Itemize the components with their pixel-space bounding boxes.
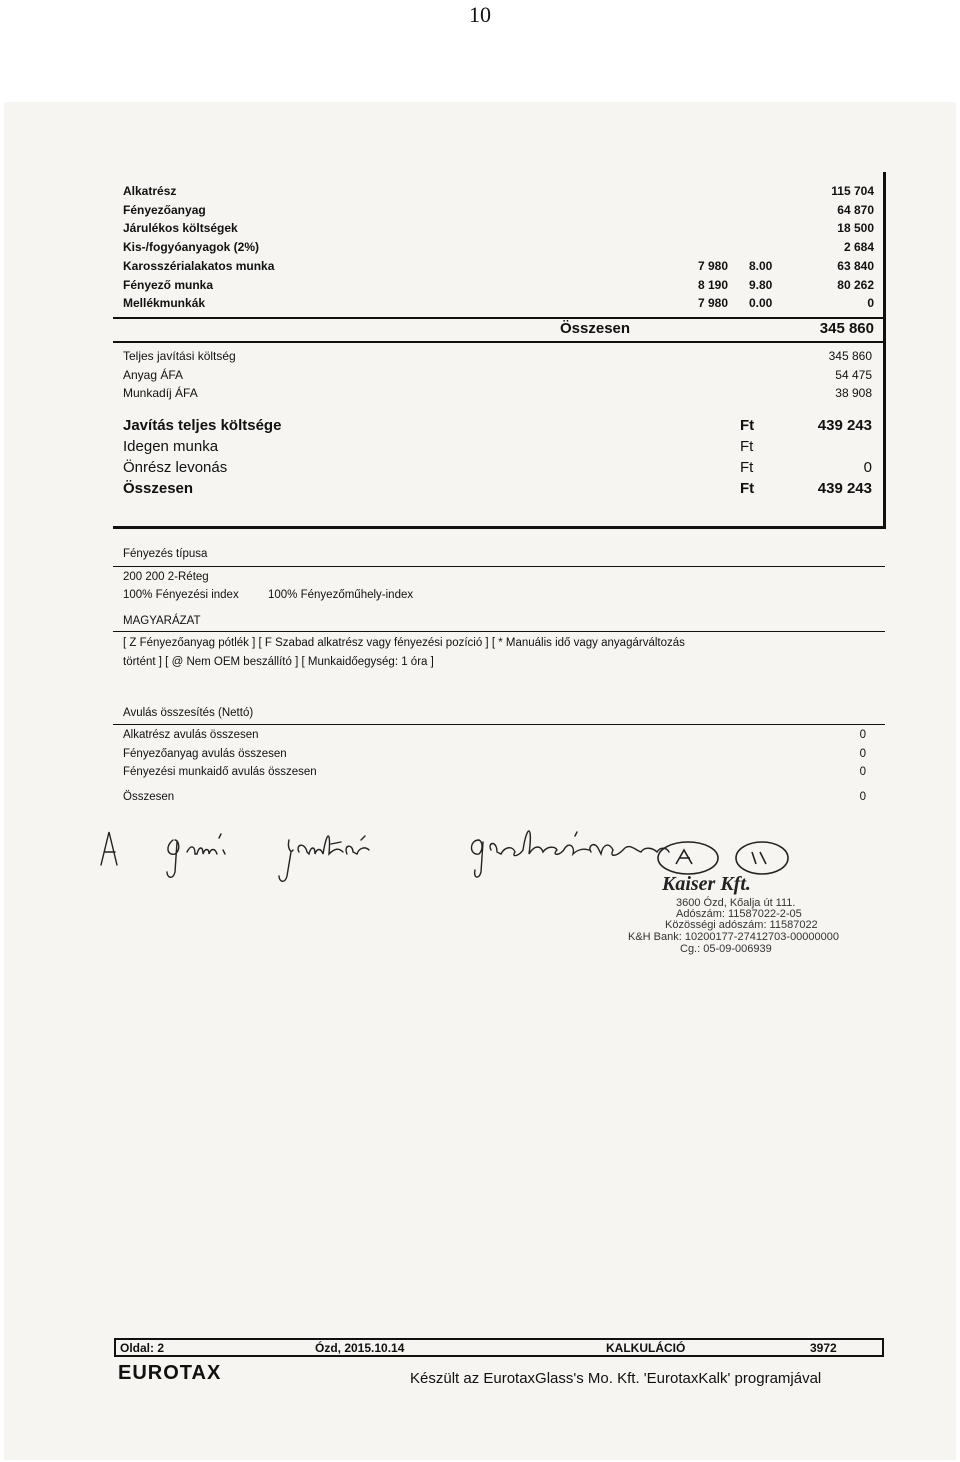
divider: [113, 566, 885, 567]
stamp-bank: K&H Bank: 10200177-27412703-00000000: [628, 931, 840, 943]
legend-line-1: [ Z Fényezőanyag pótlék ] [ F Szabad alkatrész vagy fényezési pozíció ] [ * Manuális idő vagy anyagárváltozás: [123, 637, 685, 649]
total-currency: Ft: [740, 417, 755, 434]
depreciation-item-amount: 0: [859, 766, 866, 779]
vat-item-label: Munkadíj ÁFA: [123, 386, 198, 400]
cost-item-amount: 115 704: [831, 184, 874, 198]
total-label: Javítás teljes költsége: [123, 417, 282, 434]
cost-item-qty: 8 190: [698, 277, 729, 292]
cost-item-label: Mellékmunkák: [123, 296, 206, 311]
cost-item-amount: 80 262: [837, 277, 874, 292]
subtotal-amount: 345 860: [819, 320, 874, 337]
cost-item-qty: 7 980: [698, 296, 729, 311]
cost-item-rate: 0.00: [749, 296, 773, 311]
depreciation-total-amount: 0: [859, 791, 866, 803]
divider: [113, 317, 885, 319]
cost-item-label: Fényező munka: [123, 277, 214, 292]
cost-item-amount: 2 684: [843, 240, 874, 255]
svg-text:Kaiser Kft.: Kaiser Kft.: [662, 873, 751, 895]
paint-title: Fényezés típusa: [123, 548, 208, 560]
paint-index: 100% Fényezési index: [123, 589, 239, 601]
page-number: 10: [469, 2, 491, 27]
footer-page: Oldal: 2: [120, 1341, 165, 1355]
cost-item-amount: 64 870: [837, 202, 874, 217]
paint-type: 200 200 2-Réteg: [123, 571, 209, 583]
total-currency: Ft: [740, 438, 754, 455]
cost-item-amount: 63 840: [837, 258, 874, 273]
divider: [113, 341, 885, 343]
workshop-index: 100% Fényezőműhely-index: [268, 589, 414, 601]
depreciation-item-label: Fényezőanyag avulás összesen: [123, 747, 287, 760]
divider: [113, 631, 885, 632]
depreciation-total-label: Összesen: [123, 791, 175, 803]
vat-item-amount: 38 908: [835, 386, 872, 400]
total-amount: 0: [863, 459, 872, 476]
footer-place-date: Ózd, 2015.10.14: [315, 1341, 405, 1355]
cost-item-amount: 0: [867, 296, 874, 311]
cost-item-label: Karosszérialakatos munka: [123, 258, 275, 273]
footer-credit: Készült az EurotaxGlass's Mo. Kft. 'EurotaxKalk' programjával: [410, 1370, 822, 1387]
total-label: Idegen munka: [123, 438, 219, 455]
depreciation-item-label: Fényezési munkaidő avulás összesen: [123, 766, 317, 779]
footer-logo: EUROTAX: [118, 1362, 222, 1384]
vat-item-amount: 345 860: [828, 349, 872, 363]
stamp-community-tax: Közösségi adószám: 11587022: [665, 919, 818, 931]
cost-item-label: Fényezőanyag: [123, 202, 206, 217]
cost-item-label: Alkatrész: [123, 184, 177, 198]
stamp-logo-image: [640, 830, 820, 896]
divider: [113, 724, 885, 725]
cost-item-rate: 8.00: [749, 258, 773, 273]
total-currency: Ft: [740, 480, 755, 497]
depreciation-item-label: Alkatrész avulás összesen: [123, 729, 259, 741]
handwritten-note-image: [95, 810, 695, 890]
depreciation-item-amount: 0: [859, 729, 866, 741]
cost-item-label: Kis-/fogyóanyagok (2%): [123, 240, 260, 255]
legend-line-2: történt ] [ @ Nem OEM beszállító ] [ Munkaidőegység: 1 óra ]: [123, 656, 434, 668]
cost-item-label: Járulékos költségek: [123, 221, 238, 236]
total-amount: 439 243: [817, 417, 872, 434]
footer-doc-number: 3972: [810, 1341, 837, 1355]
stamp-reg-number: Cg.: 05-09-006939: [680, 943, 772, 955]
stamp-address: 3600 Ózd, Kőalja út 111.: [676, 897, 796, 909]
depreciation-item-amount: 0: [859, 747, 866, 760]
legend-title: MAGYARÁZAT: [123, 615, 201, 627]
cost-item-rate: 9.80: [749, 277, 773, 292]
vat-item-label: Anyag ÁFA: [123, 367, 184, 382]
total-amount: 439 243: [817, 480, 872, 497]
stamp-tax-number: Adószám: 11587022-2-05: [676, 908, 802, 920]
total-label: Összesen: [123, 480, 194, 497]
vat-item-label: Teljes javítási költség: [123, 349, 236, 363]
total-label: Önrész levonás: [123, 459, 228, 476]
cost-item-qty: 7 980: [698, 258, 729, 273]
footer-bar: [114, 1338, 884, 1357]
cost-item-amount: 18 500: [837, 221, 874, 236]
subtotal-label: Összesen: [560, 320, 631, 337]
footer-doc-type: KALKULÁCIÓ: [606, 1341, 686, 1355]
vat-item-amount: 54 475: [835, 367, 872, 382]
total-currency: Ft: [740, 459, 754, 476]
depreciation-title: Avulás összesítés (Nettó): [123, 707, 254, 719]
